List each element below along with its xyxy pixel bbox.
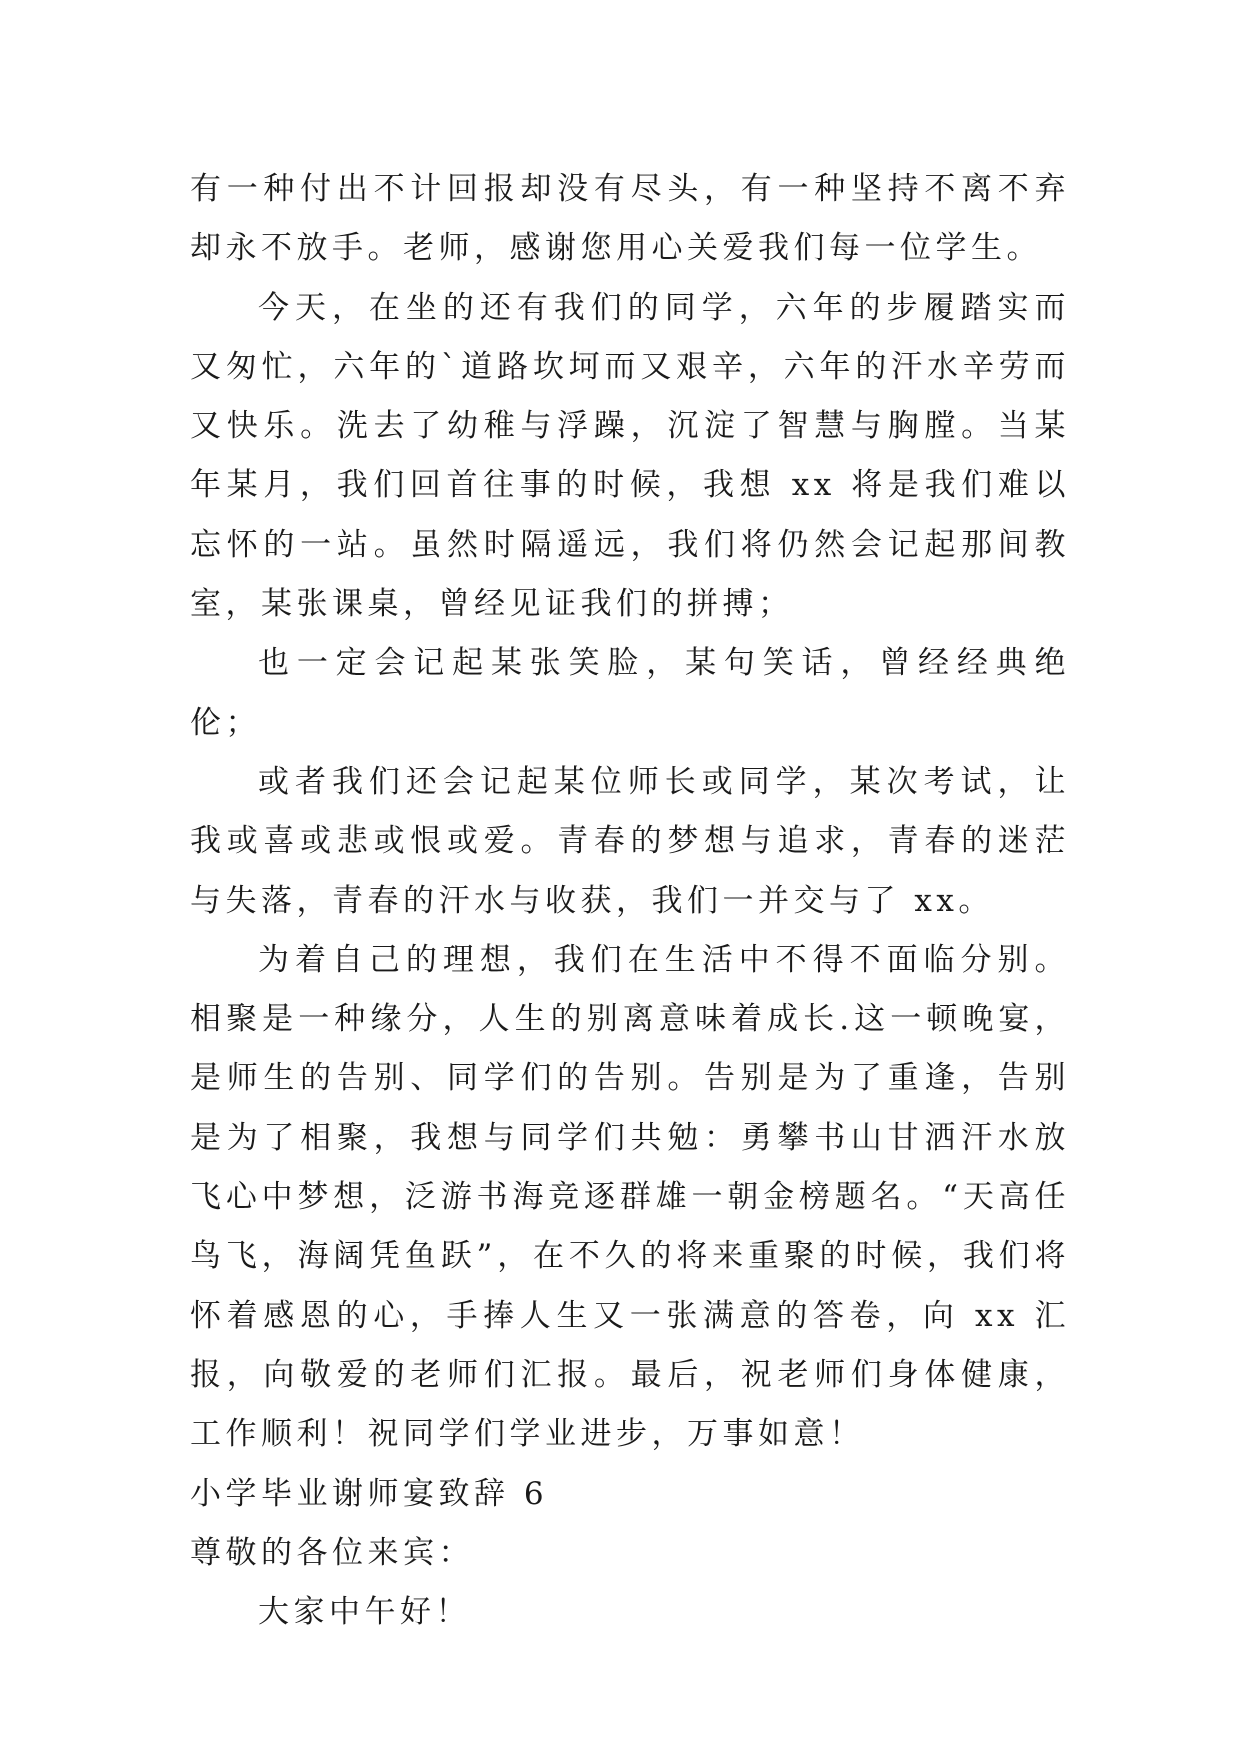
document-page <box>190 160 1070 1642</box>
salutation: 尊敬的各位来宾： <box>190 1534 474 1571</box>
paragraph-5: 为着自己的理想，我们在生活中不得不面临分别。相聚是一种缘分，人生的别离意味着成长.这一顿晚宴，是师生的告别、同学们的告别。告别是为了重逢，告别是为了相聚，我想与同学们共勉：勇攀书山甘洒汗水放飞心中梦想，泛游书海竞逐群雄一朝金榜题名。“天高任鸟飞，海阔凭鱼跃”，在不久的将来重聚的时候，我们将怀着感恩的心，手捧人生又一张满意的答卷，向 xx 汇报，向敬爱的老师们汇报。最后，祝老师们身体健康，工作顺利！祝同学们学业进步，万事如意！ <box>190 941 1070 1453</box>
paragraph-2: 今天，在坐的还有我们的同学，六年的步履踏实而又匆忙，六年的`道路坎坷而又艰辛，六年的汗水辛劳而又快乐。洗去了幼稚与浮躁，沉淀了智慧与胸膛。当某年某月，我们回首往事的时候，我想 xx 将是我们难以忘怀的一站。虽然时隔遥远，我们将仍然会记起那间教室，某张课桌，曾经见证我们的拼搏； <box>190 289 1070 623</box>
greeting: 大家中午好！ <box>258 1594 471 1631</box>
section-title: 小学毕业谢师宴致辞 6 <box>190 1475 549 1512</box>
paragraph-1: 有一种付出不计回报却没有尽头，有一种坚持不离不弃却永不放手。老师，感谢您用心关爱我们每一位学生。 <box>190 171 1070 267</box>
paragraph-4: 或者我们还会记起某位师长或同学，某次考试，让我或喜或悲或恨或爱。青春的梦想与追求，青春的迷茫与失落，青春的汗水与收获，我们一并交与了 xx。 <box>190 763 1070 919</box>
paragraph-3: 也一定会记起某张笑脸，某句笑话，曾经经典绝伦； <box>190 645 1070 741</box>
